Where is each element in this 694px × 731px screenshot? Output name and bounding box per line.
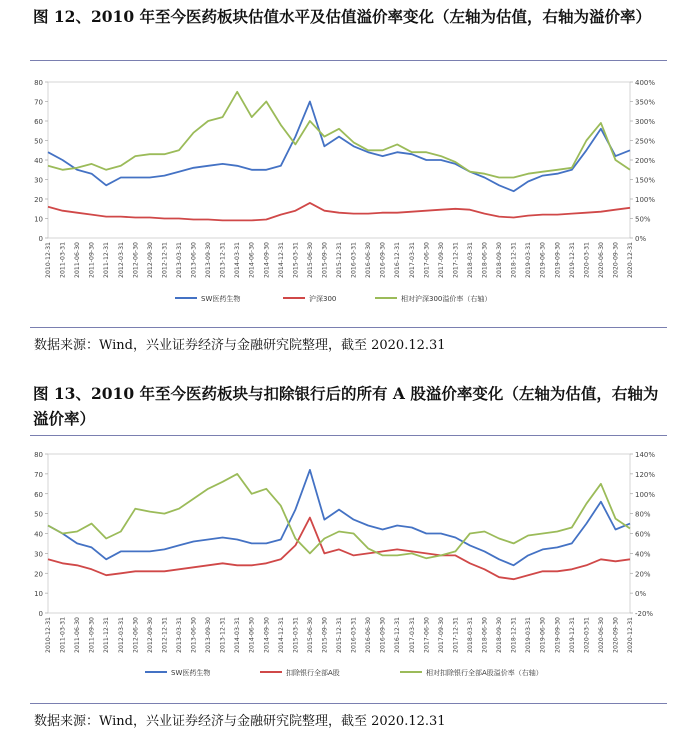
left-axis-tick-label: 50 — [34, 137, 43, 146]
left-axis-tick-label: 70 — [34, 470, 43, 479]
x-axis-tick-label: 2020-12-31 — [627, 242, 634, 278]
x-axis-tick-label: 2018-09-30 — [496, 242, 504, 278]
x-axis-tick-label: 2013-09-30 — [205, 617, 213, 653]
x-axis-tick-label: 2014-09-30 — [263, 242, 271, 278]
x-axis-tick-label: 2015-06-30 — [306, 242, 314, 278]
x-axis-tick-label: 2017-06-30 — [423, 617, 431, 653]
x-axis-tick-label: 2015-12-31 — [336, 242, 343, 278]
x-axis-tick-label: 2014-12-31 — [277, 241, 285, 278]
figure-1-source: 数据来源：Wind，兴业证券经济与金融研究院整理，截至 2020.12.31 — [34, 338, 446, 353]
x-axis-tick-label: 2013-03-31 — [175, 242, 183, 278]
x-axis-tick-label: 2017-12-31 — [452, 617, 460, 653]
x-axis-tick-label: 2010-12-31 — [45, 242, 52, 278]
legend-label-3: 相对沪深300溢价率（右轴） — [401, 295, 492, 303]
x-axis-tick-label: 2020-09-30 — [612, 617, 620, 653]
x-axis-tick-label: 2014-03-31 — [234, 617, 242, 653]
x-axis-tick-label: 2013-09-30 — [205, 242, 213, 278]
x-axis-tick-label: 2018-12-31 — [510, 241, 518, 278]
x-axis-tick-label: 2012-12-31 — [161, 242, 169, 278]
x-axis-tick-label: 2018-06-30 — [481, 617, 489, 653]
right-axis-tick-label: 350% — [635, 98, 656, 107]
x-axis-tick-label: 2012-09-30 — [146, 242, 154, 278]
x-axis-tick-label: 2016-03-31 — [350, 242, 358, 278]
series-line-1 — [48, 102, 630, 192]
x-axis-tick-label: 2011-12-31 — [103, 617, 111, 653]
x-axis-tick-label: 2020-03-31 — [583, 242, 591, 278]
legend-label-2: 扣除银行全部A股 — [286, 669, 340, 677]
left-axis-tick-label: 60 — [34, 490, 43, 499]
x-axis-tick-label: 2011-12-31 — [103, 242, 111, 278]
right-axis-tick-label: 40% — [635, 550, 651, 559]
x-axis-tick-label: 2020-09-30 — [612, 242, 620, 278]
x-axis-tick-label: 2018-03-31 — [466, 617, 474, 653]
x-axis-tick-label: 2012-03-31 — [117, 242, 125, 278]
right-axis-tick-label: 150% — [635, 176, 656, 185]
right-axis-tick-label: 0% — [635, 235, 647, 243]
x-axis-tick-label: 2012-03-31 — [117, 617, 125, 653]
source-rule-1 — [30, 327, 667, 328]
right-axis-tick-label: 100% — [635, 196, 656, 204]
x-axis-tick-label: 2020-03-31 — [583, 617, 591, 653]
right-axis-tick-label: 50% — [635, 215, 651, 224]
x-axis-tick-label: 2011-03-31 — [59, 242, 67, 278]
x-axis-tick-label: 2011-09-30 — [88, 617, 96, 653]
x-axis-tick-label: 2012-06-30 — [132, 617, 140, 653]
legend-label-2: 沪深300 — [309, 295, 337, 303]
left-axis-tick-label: 80 — [34, 79, 43, 87]
x-axis-tick-label: 2016-03-31 — [350, 617, 358, 653]
chart-2 — [30, 445, 664, 695]
x-axis-tick-label: 2016-12-31 — [394, 242, 402, 278]
x-axis-tick-label: 2017-12-31 — [452, 242, 460, 278]
x-axis-tick-label: 2016-06-30 — [365, 242, 373, 278]
left-axis-tick-label: 30 — [34, 176, 43, 185]
right-axis-tick-label: 100% — [635, 490, 656, 499]
x-axis-tick-label: 2014-09-30 — [263, 617, 271, 653]
x-axis-tick-label: 2019-03-31 — [525, 242, 533, 278]
x-axis-tick-label: 2011-03-31 — [59, 617, 67, 653]
x-axis-tick-label: 2017-06-30 — [423, 242, 431, 278]
right-axis-tick-label: 60% — [635, 530, 651, 539]
x-axis-tick-label: 2017-09-30 — [437, 617, 445, 653]
source-rule-2 — [30, 703, 667, 704]
right-axis-tick-label: 0% — [635, 590, 647, 599]
left-axis-tick-label: 0 — [38, 610, 43, 618]
series-line-1 — [48, 470, 630, 565]
x-axis-tick-label: 2015-09-30 — [321, 617, 329, 653]
x-axis-tick-label: 2019-09-30 — [554, 242, 562, 278]
left-axis-tick-label: 10 — [34, 590, 43, 599]
right-axis-tick-label: 300% — [635, 118, 656, 126]
x-axis-tick-label: 2017-03-31 — [408, 242, 416, 278]
x-axis-tick-label: 2016-06-30 — [365, 617, 373, 653]
title-rule-1 — [30, 60, 667, 61]
legend-label-3: 相对扣除银行全部A股溢价率（右轴） — [426, 669, 543, 677]
x-axis-tick-label: 2019-06-30 — [539, 617, 547, 653]
x-axis-tick-label: 2015-06-30 — [306, 617, 314, 653]
x-axis-tick-label: 2012-06-30 — [132, 242, 140, 278]
x-axis-tick-label: 2017-09-30 — [437, 242, 445, 278]
x-axis-tick-label: 2011-06-30 — [74, 617, 82, 653]
right-axis-tick-label: 120% — [635, 470, 656, 479]
left-axis-tick-label: 70 — [34, 98, 43, 107]
x-axis-tick-label: 2016-12-31 — [394, 617, 402, 653]
x-axis-tick-label: 2016-09-30 — [379, 242, 387, 278]
x-axis-tick-label: 2019-03-31 — [525, 617, 533, 653]
x-axis-tick-label: 2013-12-31 — [219, 617, 227, 653]
x-axis-tick-label: 2020-12-31 — [627, 617, 634, 653]
left-axis-tick-label: 80 — [34, 451, 43, 459]
title-rule-2 — [30, 435, 667, 436]
x-axis-tick-label: 2018-09-30 — [496, 617, 504, 653]
x-axis-tick-label: 2016-09-30 — [379, 617, 387, 653]
x-axis-tick-label: 2014-03-31 — [234, 242, 242, 278]
x-axis-tick-label: 2019-12-31 — [568, 617, 576, 653]
x-axis-tick-label: 2015-12-31 — [336, 617, 343, 653]
legend-label-1: SW医药生物 — [171, 669, 211, 677]
left-axis-tick-label: 20 — [34, 570, 43, 579]
left-axis-tick-label: 30 — [34, 550, 43, 559]
left-axis-tick-label: 60 — [34, 118, 43, 126]
x-axis-tick-label: 2014-12-31 — [277, 617, 285, 653]
figure-2-title: 图 13、2010 年至今医药板块与扣除银行后的所有 A 股溢价率变化（左轴为估值，右轴为溢价率） — [33, 384, 659, 428]
series-line-3 — [48, 92, 630, 178]
x-axis-tick-label: 2012-09-30 — [146, 617, 154, 653]
left-axis-tick-label: 10 — [34, 215, 43, 224]
x-axis-tick-label: 2018-03-31 — [466, 242, 474, 278]
left-axis-tick-label: 20 — [34, 196, 43, 204]
figure-2-source: 数据来源：Wind，兴业证券经济与金融研究院整理，截至 2020.12.31 — [34, 714, 446, 729]
x-axis-tick-label: 2010-12-31 — [45, 617, 52, 653]
x-axis-tick-label: 2014-06-30 — [248, 242, 256, 278]
x-axis-tick-label: 2018-06-30 — [481, 242, 489, 278]
x-axis-tick-label: 2013-06-30 — [190, 617, 198, 653]
x-axis-tick-label: 2020-06-30 — [597, 242, 605, 278]
right-axis-tick-label: 140% — [635, 451, 656, 459]
x-axis-tick-label: 2017-03-31 — [408, 617, 416, 653]
legend-label-1: SW医药生物 — [201, 295, 241, 303]
x-axis-tick-label: 2015-09-30 — [321, 242, 329, 278]
x-axis-tick-label: 2013-06-30 — [190, 242, 198, 278]
right-axis-tick-label: 20% — [635, 570, 651, 579]
chart-1 — [30, 70, 664, 325]
figure-1-title: 图 12、2010 年至今医药板块估值水平及估值溢价率变化（左轴为估值，右轴为溢价率） — [33, 7, 652, 26]
x-axis-tick-label: 2011-09-30 — [88, 242, 96, 278]
series-line-2 — [48, 203, 630, 221]
left-axis-tick-label: 50 — [34, 510, 43, 519]
series-line-3 — [48, 474, 630, 558]
x-axis-tick-label: 2013-12-31 — [219, 242, 227, 278]
x-axis-tick-label: 2013-03-31 — [175, 617, 183, 653]
right-axis-tick-label: -20% — [635, 610, 654, 618]
x-axis-tick-label: 2012-12-31 — [161, 617, 169, 653]
series-line-2 — [48, 518, 630, 580]
x-axis-tick-label: 2011-06-30 — [74, 242, 82, 278]
right-axis-tick-label: 80% — [635, 510, 651, 519]
x-axis-tick-label: 2015-03-31 — [292, 242, 300, 278]
x-axis-tick-label: 2019-12-31 — [568, 242, 576, 278]
x-axis-tick-label: 2018-12-31 — [510, 617, 518, 653]
left-axis-tick-label: 40 — [34, 530, 43, 539]
x-axis-tick-label: 2019-09-30 — [554, 617, 562, 653]
right-axis-tick-label: 200% — [635, 157, 656, 165]
left-axis-tick-label: 40 — [34, 157, 43, 165]
right-axis-tick-label: 250% — [635, 137, 656, 146]
left-axis-tick-label: 0 — [38, 235, 43, 243]
x-axis-tick-label: 2019-06-30 — [539, 242, 547, 278]
x-axis-tick-label: 2014-06-30 — [248, 617, 256, 653]
x-axis-tick-label: 2015-03-31 — [292, 617, 300, 653]
right-axis-tick-label: 400% — [635, 79, 656, 87]
x-axis-tick-label: 2020-06-30 — [597, 617, 605, 653]
